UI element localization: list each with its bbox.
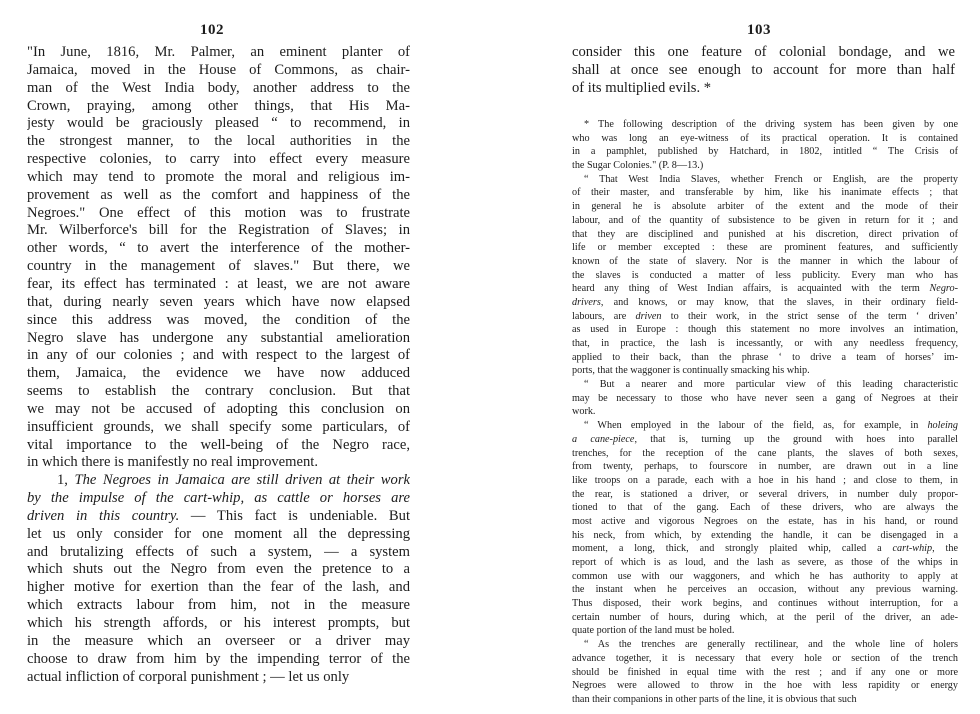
footnote-line: the instant when he perceives an occasion, without any previous warning.: [572, 584, 958, 596]
text-line: which his strength affords, or his interest prompts, but: [27, 615, 410, 631]
text-line: higher motive for exertion than the fear of the lash, and: [27, 579, 410, 596]
text-line: let us only consider for one moment all the depressing: [27, 525, 410, 542]
right-page: [490, 0, 980, 714]
text-line: which shuts out the Negro from even the pretence to a: [27, 561, 410, 578]
footnote-line: as used in Europe : though this statement no more involves an intimation,: [572, 324, 958, 336]
text-line: respective colonies, to carry into effect every measure: [27, 151, 410, 168]
text-line: by the impulse of the cart-whip, as cattle or horses are: [27, 490, 410, 507]
footnote: [572, 118, 958, 707]
text-line: which may tend to promote the moral and religious im-: [27, 168, 410, 185]
text-line: Crown, praying, among other things, that His Ma-: [27, 97, 410, 114]
footnote-line: “ But a nearer and more particular view of this leading characteristic: [584, 379, 958, 391]
text-line: and brutalizing effects of such a system, — a system: [27, 543, 410, 560]
text-line: Mr. Wilberforce's bill for the Registration of Slaves; in: [27, 222, 410, 239]
text-line: vital importance to the well-being of the Negro race,: [27, 436, 410, 453]
footnote-line: * The following description of the driving system has been given by one: [584, 119, 958, 130]
text-line: other words, “ to avert the interference of the mother-: [27, 240, 410, 257]
footnote-line: his neck, from which, by extending the handle, it can be disengaged in a: [572, 529, 958, 541]
footnote-line: life or member excepted : these are prominent features, and sufficiently: [572, 242, 958, 254]
text-line: 1, The Negroes in Jamaica are still driven at their work: [57, 472, 410, 489]
footnote-line: Thus disposed, their work begins, and continues without interruption, for a: [572, 598, 958, 610]
text-line: in which there is manifestly no real improvement.: [27, 454, 318, 471]
footnote-line: work.: [572, 406, 596, 418]
footnote-line: labour, and of the quantity of subsistence to be given in return for it ; and: [572, 214, 958, 226]
text-line: Negroes." One effect of this motion was to frustrate: [27, 204, 410, 221]
footnote-line: trenches, for the reception of the cane plants, the slaves of both sexes,: [572, 447, 958, 459]
left-page-body: [27, 44, 410, 686]
text-line: actual infliction of corporal punishment ; — let us only: [27, 668, 350, 685]
footnote-line: applied to their back, than the phrase ‘ to drive a team of horses’ im-: [572, 351, 958, 363]
text-line: choose to draw from him by the impending terror of the: [27, 650, 410, 667]
text-line: provement as well as the comfort and happiness of the: [27, 186, 410, 203]
text-line: jesty would be graciously pleased “ to recommend, in: [27, 115, 410, 132]
footnote-line: “ That West India Slaves, whether French or English, are the property: [584, 173, 958, 185]
footnote-line: in a pamphlet, published by Hatchard, in 1802, intitled “ The Crisis of: [572, 146, 958, 158]
footnote-line: that, in practice, the lash is incessantly, or with any needless frequency,: [572, 338, 958, 349]
footnote-line: a cane-piece, that is, turning up the ground with hoes into parallel: [572, 433, 958, 445]
footnote-line: than their companions in other parts of the line, it is obvious that such: [572, 693, 857, 705]
footnote-line: report of which is as loud, and the lash as severe, as those of the whips in: [572, 557, 958, 568]
footnote-line: from twenty, perhaps, to fourscore in number, are drawn out in a line: [572, 461, 958, 473]
right-page-body: [572, 44, 955, 98]
footnote-line: that they are disciplined and punished at his discretion, direct privation of: [572, 228, 958, 240]
footnote-line: may be necessary to those who have never seen a gang of Negroes at their: [572, 392, 958, 404]
footnote-line: drivers, and knows, or may know, that the slaves, in their ordinary field-: [572, 296, 958, 308]
footnote-line: like troops on a parade, each with a hoe in his hand ; and close to them, in: [572, 474, 958, 486]
footnote-line: the slaves is conducted a matter of less publicity. Every man who has: [572, 269, 958, 281]
footnote-line: most active and vigorous Negroes on the estate, has in his hand, or round: [572, 515, 958, 527]
text-line: man of the West India body, another address to the: [27, 79, 410, 96]
footnote-line: the rear, is stationed a driver, or several drivers, in number duly propor-: [572, 488, 958, 500]
footnote-line: heard any thing of West Indian affairs, is acquainted with the term Negro-: [572, 283, 958, 295]
footnote-line: quate portion of the land must be holed.: [572, 625, 735, 637]
footnote-line: Negroes were allowed to throw in the hoe with less rapidity or energy: [572, 680, 958, 692]
footnote-line: certain number of hours, during which, at the peril of the driver, an ade-: [572, 611, 958, 623]
text-line: "In June, 1816, Mr. Palmer, an eminent planter of: [27, 44, 410, 60]
text-line: driven in this country. — This fact is undeniable. But: [27, 507, 410, 524]
footnote-line: advance together, it is necessary that every hole or section of the trench: [572, 652, 958, 664]
page-number-right: 103: [747, 22, 771, 38]
text-line: since this address was moved, the condition of the: [27, 311, 410, 328]
text-line: the strongest manner, to the local authorities in the: [27, 133, 410, 150]
text-line: which extracts labour from him, not in the measure: [27, 597, 410, 614]
text-line: consider this one feature of colonial bondage, and we: [572, 44, 955, 60]
text-line: in the measure which an overseer or a driver may: [27, 632, 410, 649]
footnote-line: the Sugar Colonies." (P. 8—13.): [572, 160, 704, 172]
footnote-line: tioned to that of the gang. Each of these drivers, who are always the: [572, 502, 958, 514]
text-line: we may not be accused of adopting this conclusion on: [27, 400, 410, 417]
footnote-line: who was long an eye-witness of its practical operation. It is contained: [572, 132, 958, 144]
footnote-line: labours, are driven to their work, in the strict sense of the term ‘ driven’: [572, 310, 958, 322]
text-line: insufficient grounds, we shall specify some particulars, of: [27, 418, 410, 435]
footnote-line: moment, a long, thick, and strongly plaited whip, called a cart-whip, the: [572, 543, 958, 555]
footnote-line: in general he is absolute arbiter of the extent and the mode of their: [572, 201, 958, 213]
text-line: Jamaica, moved in the House of Commons, as chair-: [27, 61, 410, 78]
text-line: fear, its effect has terminated : at least, we are not aware: [27, 275, 410, 292]
text-line: Negro slave has undergone any substantial amelioration: [27, 329, 410, 346]
text-line: shall at once see enough to account for more than half: [572, 61, 955, 78]
text-line: country in the management of slaves." But there, we: [27, 258, 410, 275]
text-line: in any of our colonies ; and with respect to the largest of: [27, 347, 410, 364]
footnote-line: should be finished in equal time with the rest ; and if any one or more: [572, 666, 958, 678]
text-line: of its multiplied evils. *: [572, 79, 712, 96]
footnote-line: ports, that the waggoner is continually smacking his whip.: [572, 365, 810, 377]
text-line: that, during nearly seven years which have now elapsed: [27, 293, 410, 310]
page-number-left: 102: [200, 22, 224, 38]
footnote-line: of their master, and transferable by him, like his inanimate effects ; that: [572, 187, 958, 199]
footnote-line: “ When employed in the labour of the field, as, for example, in holeing: [584, 420, 958, 432]
footnote-line: “ As the trenches are generally rectilinear, and the whole line of holers: [584, 639, 958, 651]
footnote-line: known of the state of slavery. Nor is the manner in which the labour of: [572, 255, 958, 267]
footnote-line: common use with our waggoners, and which he has authority to apply at: [572, 570, 958, 582]
text-line: seems to establish the contrary conclusion. But that: [27, 383, 410, 400]
text-line: them, Jamaica, the evidence we have now adduced: [27, 365, 410, 382]
